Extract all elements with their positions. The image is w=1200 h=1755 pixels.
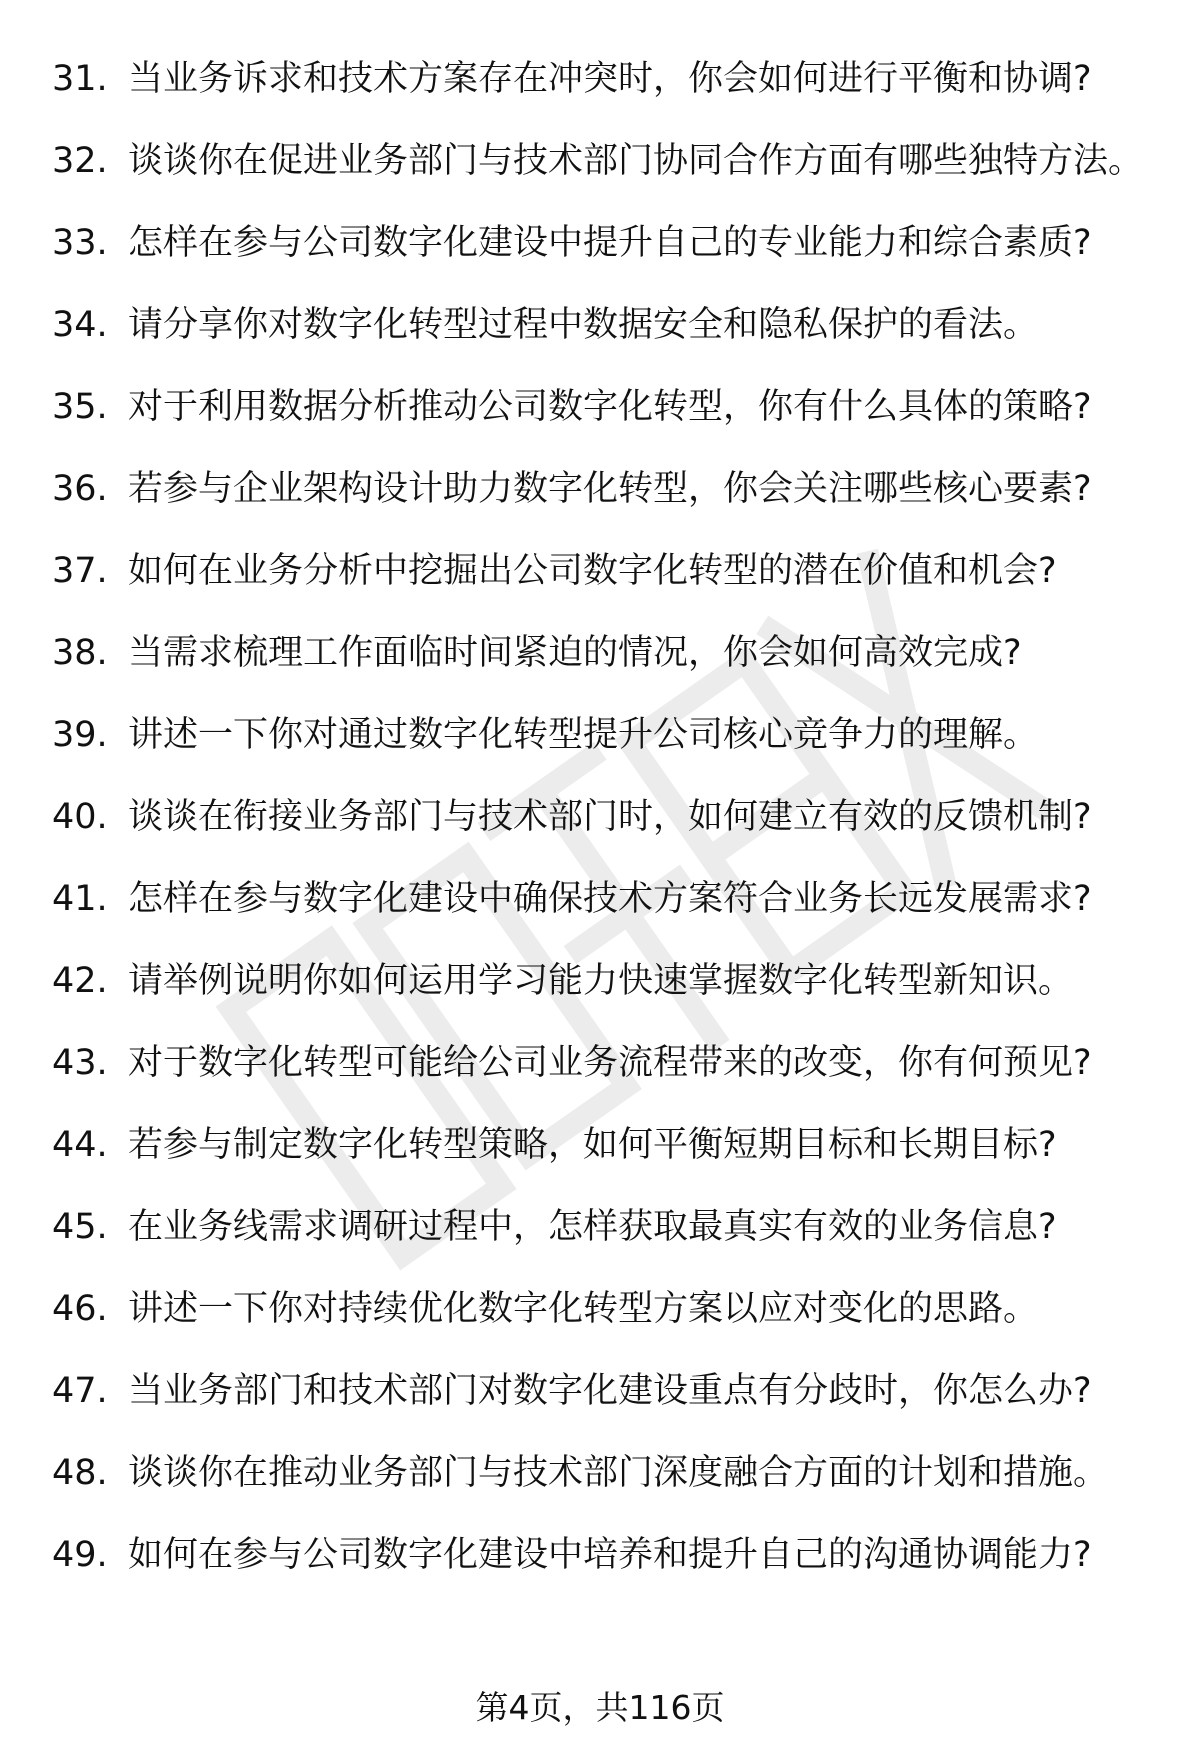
question-number: 46.: [52, 1289, 108, 1329]
question-number: 39.: [52, 715, 108, 755]
question-text: 如何在参与公司数字化建设中培养和提升自己的沟通协调能力?: [128, 1535, 1092, 1575]
question-text: 请分享你对数字化转型过程中数据安全和隐私保护的看法。: [128, 305, 1039, 345]
list-item: [52, 1368, 1162, 1414]
list-item: [52, 958, 1162, 1004]
list-item: [52, 56, 1162, 102]
question-number: 33.: [52, 223, 108, 263]
question-text: 若参与制定数字化转型策略，如何平衡短期目标和长期目标?: [128, 1125, 1057, 1165]
list-item: [52, 1532, 1162, 1578]
list-item: [52, 794, 1162, 840]
list-item: [52, 1286, 1162, 1332]
question-text: 如何在业务分析中挖掘出公司数字化转型的潜在价值和机会?: [128, 551, 1057, 591]
list-item: [52, 384, 1162, 430]
question-number: 31.: [52, 59, 108, 99]
list-item: [52, 1204, 1162, 1250]
question-number: 34.: [52, 305, 108, 345]
list-item: [52, 1122, 1162, 1168]
question-number: 35.: [52, 387, 108, 427]
question-number: 42.: [52, 961, 108, 1001]
question-text: 讲述一下你对通过数字化转型提升公司核心竞争力的理解。: [128, 715, 1039, 755]
question-text: 对于利用数据分析推动公司数字化转型，你有什么具体的策略?: [128, 387, 1092, 427]
question-text: 讲述一下你对持续优化数字化转型方案以应对变化的思路。: [128, 1289, 1039, 1329]
question-number: 40.: [52, 797, 108, 837]
list-item: [52, 138, 1162, 184]
question-number: 37.: [52, 551, 108, 591]
question-text: 当业务诉求和技术方案存在冲突时，你会如何进行平衡和协调?: [128, 59, 1092, 99]
list-item: [52, 548, 1162, 594]
question-number: 36.: [52, 469, 108, 509]
question-text: 谈谈在衔接业务部门与技术部门时，如何建立有效的反馈机制?: [128, 797, 1092, 837]
question-text: 若参与企业架构设计助力数字化转型，你会关注哪些核心要素?: [128, 469, 1092, 509]
question-number: 45.: [52, 1207, 108, 1247]
question-text: 怎样在参与公司数字化建设中提升自己的专业能力和综合素质?: [128, 223, 1092, 263]
question-text: 在业务线需求调研过程中，怎样获取最真实有效的业务信息?: [128, 1207, 1057, 1247]
list-item: [52, 466, 1162, 512]
question-number: 44.: [52, 1125, 108, 1165]
question-text: 怎样在参与数字化建设中确保技术方案符合业务长远发展需求?: [128, 879, 1092, 919]
question-number: 41.: [52, 879, 108, 919]
list-item: [52, 712, 1162, 758]
question-text: 谈谈你在促进业务部门与技术部门协同合作方面有哪些独特方法。: [128, 141, 1144, 181]
question-list: [52, 56, 1162, 1614]
list-item: [52, 220, 1162, 266]
question-text: 请举例说明你如何运用学习能力快速掌握数字化转型新知识。: [128, 961, 1074, 1001]
question-number: 32.: [52, 141, 108, 181]
question-text: 当业务部门和技术部门对数字化建设重点有分歧时，你怎么办?: [128, 1371, 1092, 1411]
question-text: 当需求梳理工作面临时间紧迫的情况，你会如何高效完成?: [128, 633, 1022, 673]
question-text: 对于数字化转型可能给公司业务流程带来的改变，你有何预见?: [128, 1043, 1092, 1083]
question-number: 49.: [52, 1535, 108, 1575]
list-item: [52, 630, 1162, 676]
question-number: 47.: [52, 1371, 108, 1411]
page-footer: 第4页，共116页: [475, 1688, 725, 1727]
list-item: [52, 1450, 1162, 1496]
question-number: 38.: [52, 633, 108, 673]
list-item: [52, 876, 1162, 922]
list-item: [52, 302, 1162, 348]
question-number: 43.: [52, 1043, 108, 1083]
question-text: 谈谈你在推动业务部门与技术部门深度融合方面的计划和措施。: [128, 1453, 1109, 1493]
list-item: [52, 1040, 1162, 1086]
question-number: 48.: [52, 1453, 108, 1493]
